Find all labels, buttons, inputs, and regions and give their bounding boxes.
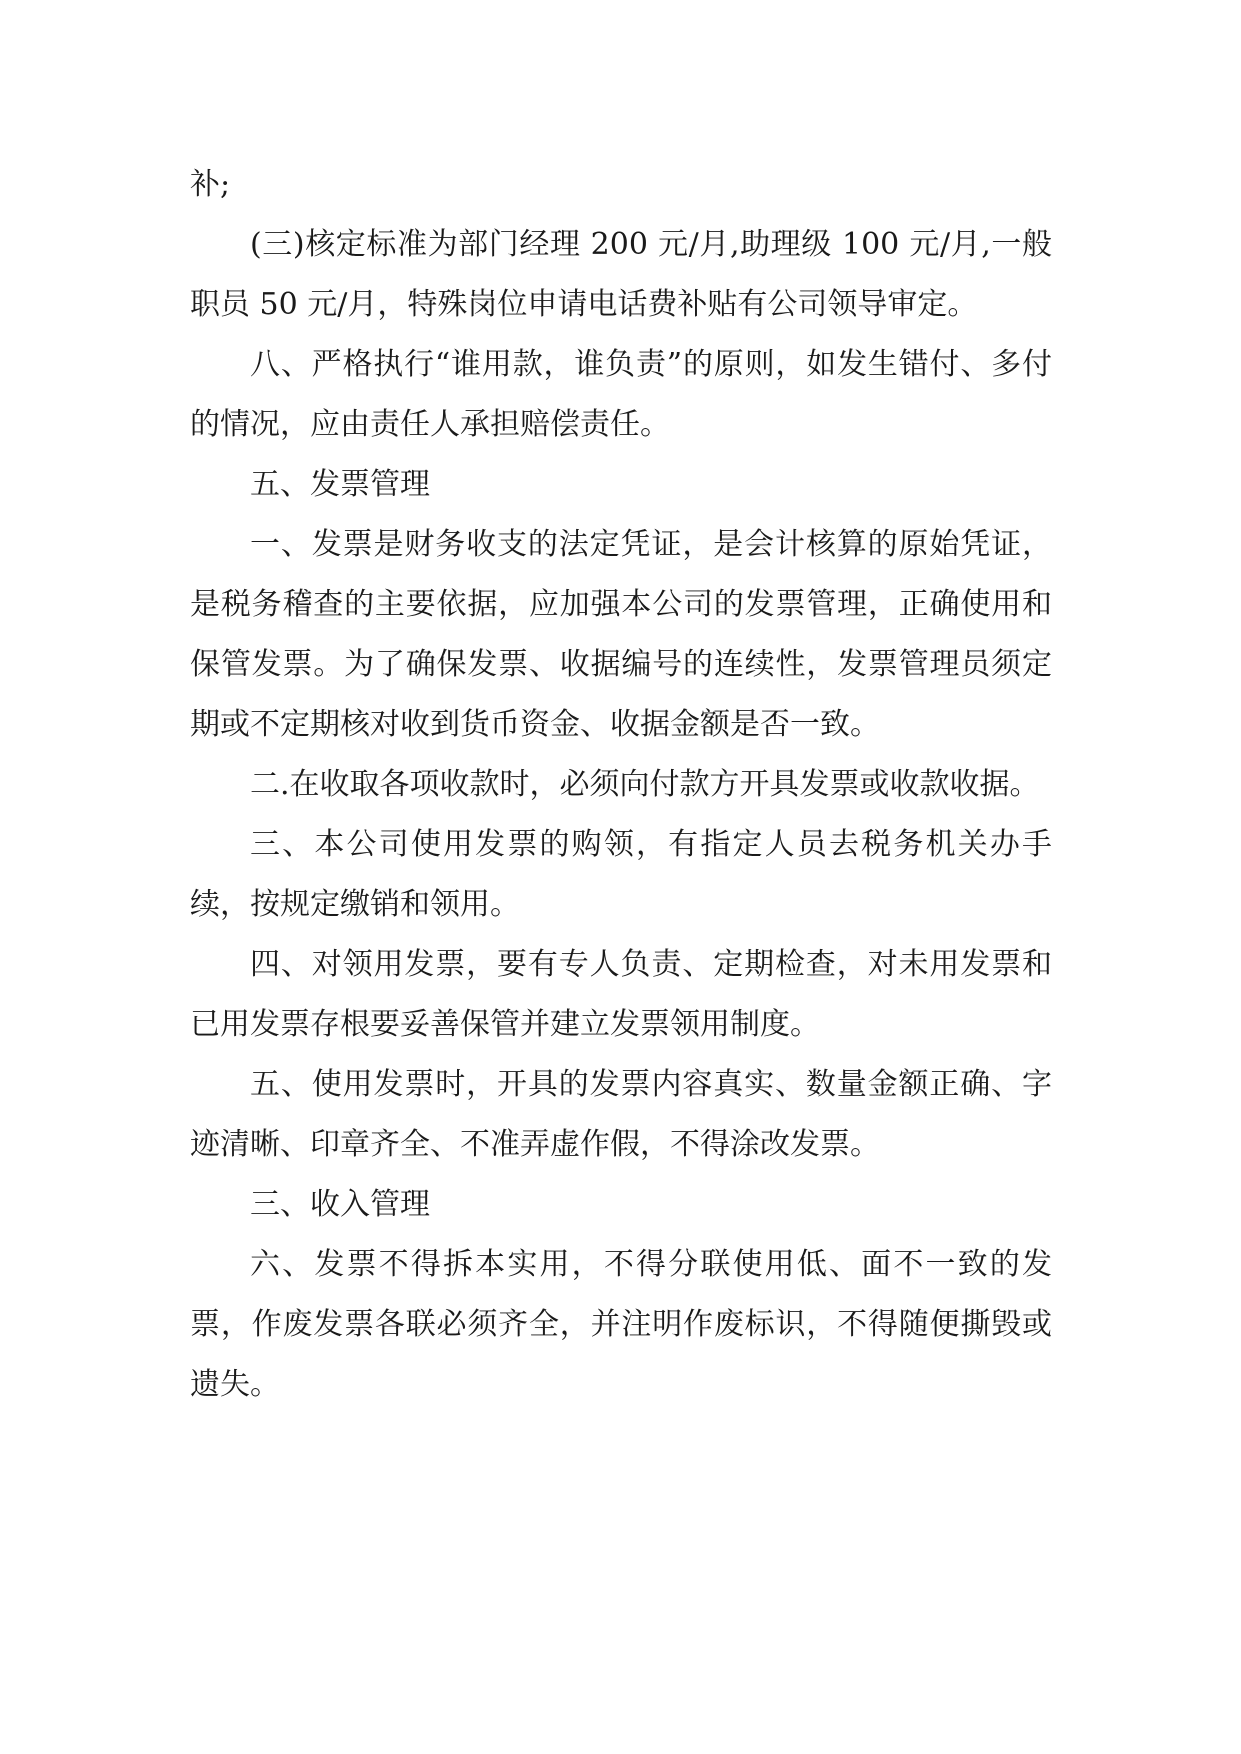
section-heading-invoice-management: 五、发票管理 (250, 467, 430, 502)
paragraph-invoice-usage: 五、使用发票时，开具的发票内容真实、数量金额正确、字迹清晰、印章齐全、不准弄虚作假，不得涂改发票。 (190, 1067, 1052, 1162)
paragraph-continuation: 补; (190, 167, 231, 202)
paragraph-invoice-purchase: 三、本公司使用发票的购领，有指定人员去税务机关办手续，按规定缴销和领用。 (190, 827, 1052, 922)
document-page (190, 155, 1052, 1415)
paragraph-responsibility-principle: 八、严格执行“谁用款，谁负责”的原则，如发生错付、多付的情况，应由责任人承担赔偿责任。 (190, 347, 1052, 442)
section-heading-income-management: 三、收入管理 (250, 1187, 430, 1222)
paragraph-phone-allowance-standard: (三)核定标准为部门经理 200 元/月,助理级 100 元/月,一般职员 50 元/月，特殊岗位申请电话费补贴有公司领导审定。 (190, 227, 1052, 322)
paragraph-invoice-legal-voucher: 一、发票是财务收支的法定凭证，是会计核算的原始凭证，是税务稽查的主要依据，应加强本公司的发票管理，正确使用和保管发票。为了确保发票、收据编号的连续性，发票管理员须定期或不定期核对收到货币资金、收据金额是否一致。 (190, 527, 1052, 742)
paragraph-issue-invoice: 二.在收取各项收款时，必须向付款方开具发票或收款收据。 (250, 767, 1040, 802)
paragraph-invoice-integrity: 六、发票不得拆本实用，不得分联使用低、面不一致的发票，作废发票各联必须齐全，并注明作废标识，不得随便撕毁或遗失。 (190, 1247, 1052, 1402)
paragraph-invoice-custody: 四、对领用发票，要有专人负责、定期检查，对未用发票和已用发票存根要妥善保管并建立发票领用制度。 (190, 947, 1052, 1042)
